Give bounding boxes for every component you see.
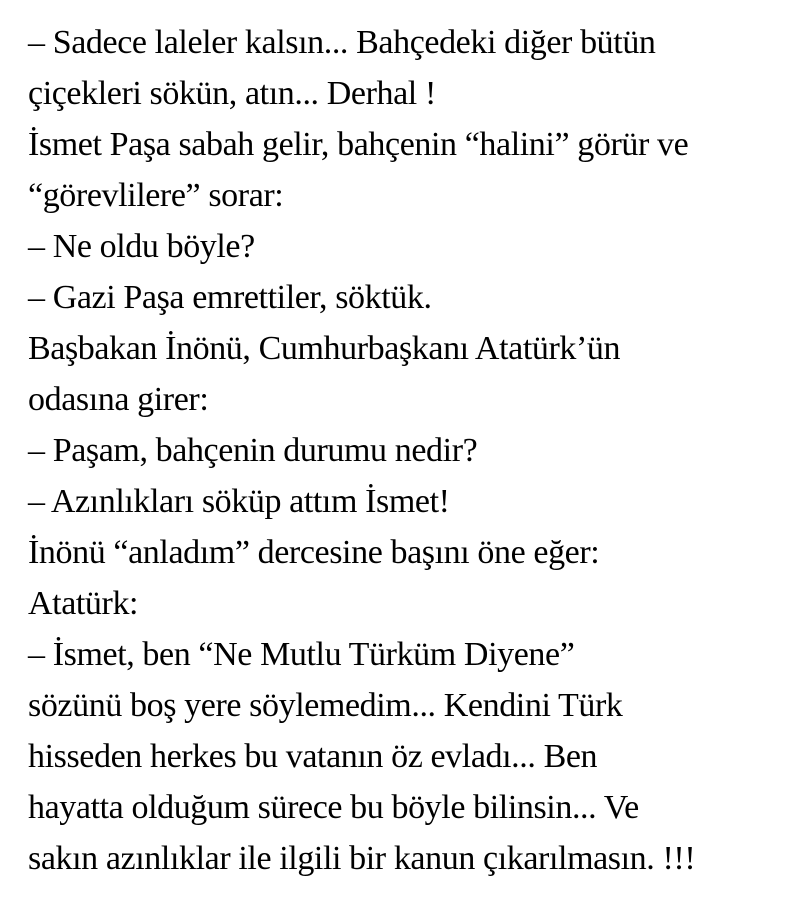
text-line: “görevlilere” sorar: <box>28 177 284 214</box>
text-line: İnönü “anladım” dercesine başını öne eğer: <box>28 534 600 571</box>
text-line: Atatürk: <box>28 585 139 622</box>
text-line: sakın azınlıklar ile ilgili bir kanun çıkarılmasın. !!! <box>28 840 696 877</box>
text-line: – Azınlıkları söküp attım İsmet! <box>28 483 450 520</box>
text-line: hayatta olduğum sürece bu böyle bilinsin... Ve <box>28 789 639 826</box>
text-line: odasına girer: <box>28 381 209 418</box>
text-line: – İsmet, ben “Ne Mutlu Türküm Diyene” <box>28 636 575 673</box>
text-line: sözünü boş yere söylemedim... Kendini Türk <box>28 687 623 724</box>
text-line: – Ne oldu böyle? <box>28 228 255 265</box>
text-line: Başbakan İnönü, Cumhurbaşkanı Atatürk’ün <box>28 330 621 367</box>
text-line: – Paşam, bahçenin durumu nedir? <box>28 432 478 469</box>
text-body <box>28 17 761 884</box>
text-line: – Gazi Paşa emrettiler, söktük. <box>28 279 432 316</box>
text-line: hisseden herkes bu vatanın öz evladı... Ben <box>28 738 598 775</box>
text-line: İsmet Paşa sabah gelir, bahçenin “halini” görür ve <box>28 126 689 163</box>
text-line: – Sadece laleler kalsın... Bahçedeki diğer bütün <box>28 24 656 61</box>
text-line: çiçekleri sökün, atın... Derhal ! <box>28 75 436 112</box>
